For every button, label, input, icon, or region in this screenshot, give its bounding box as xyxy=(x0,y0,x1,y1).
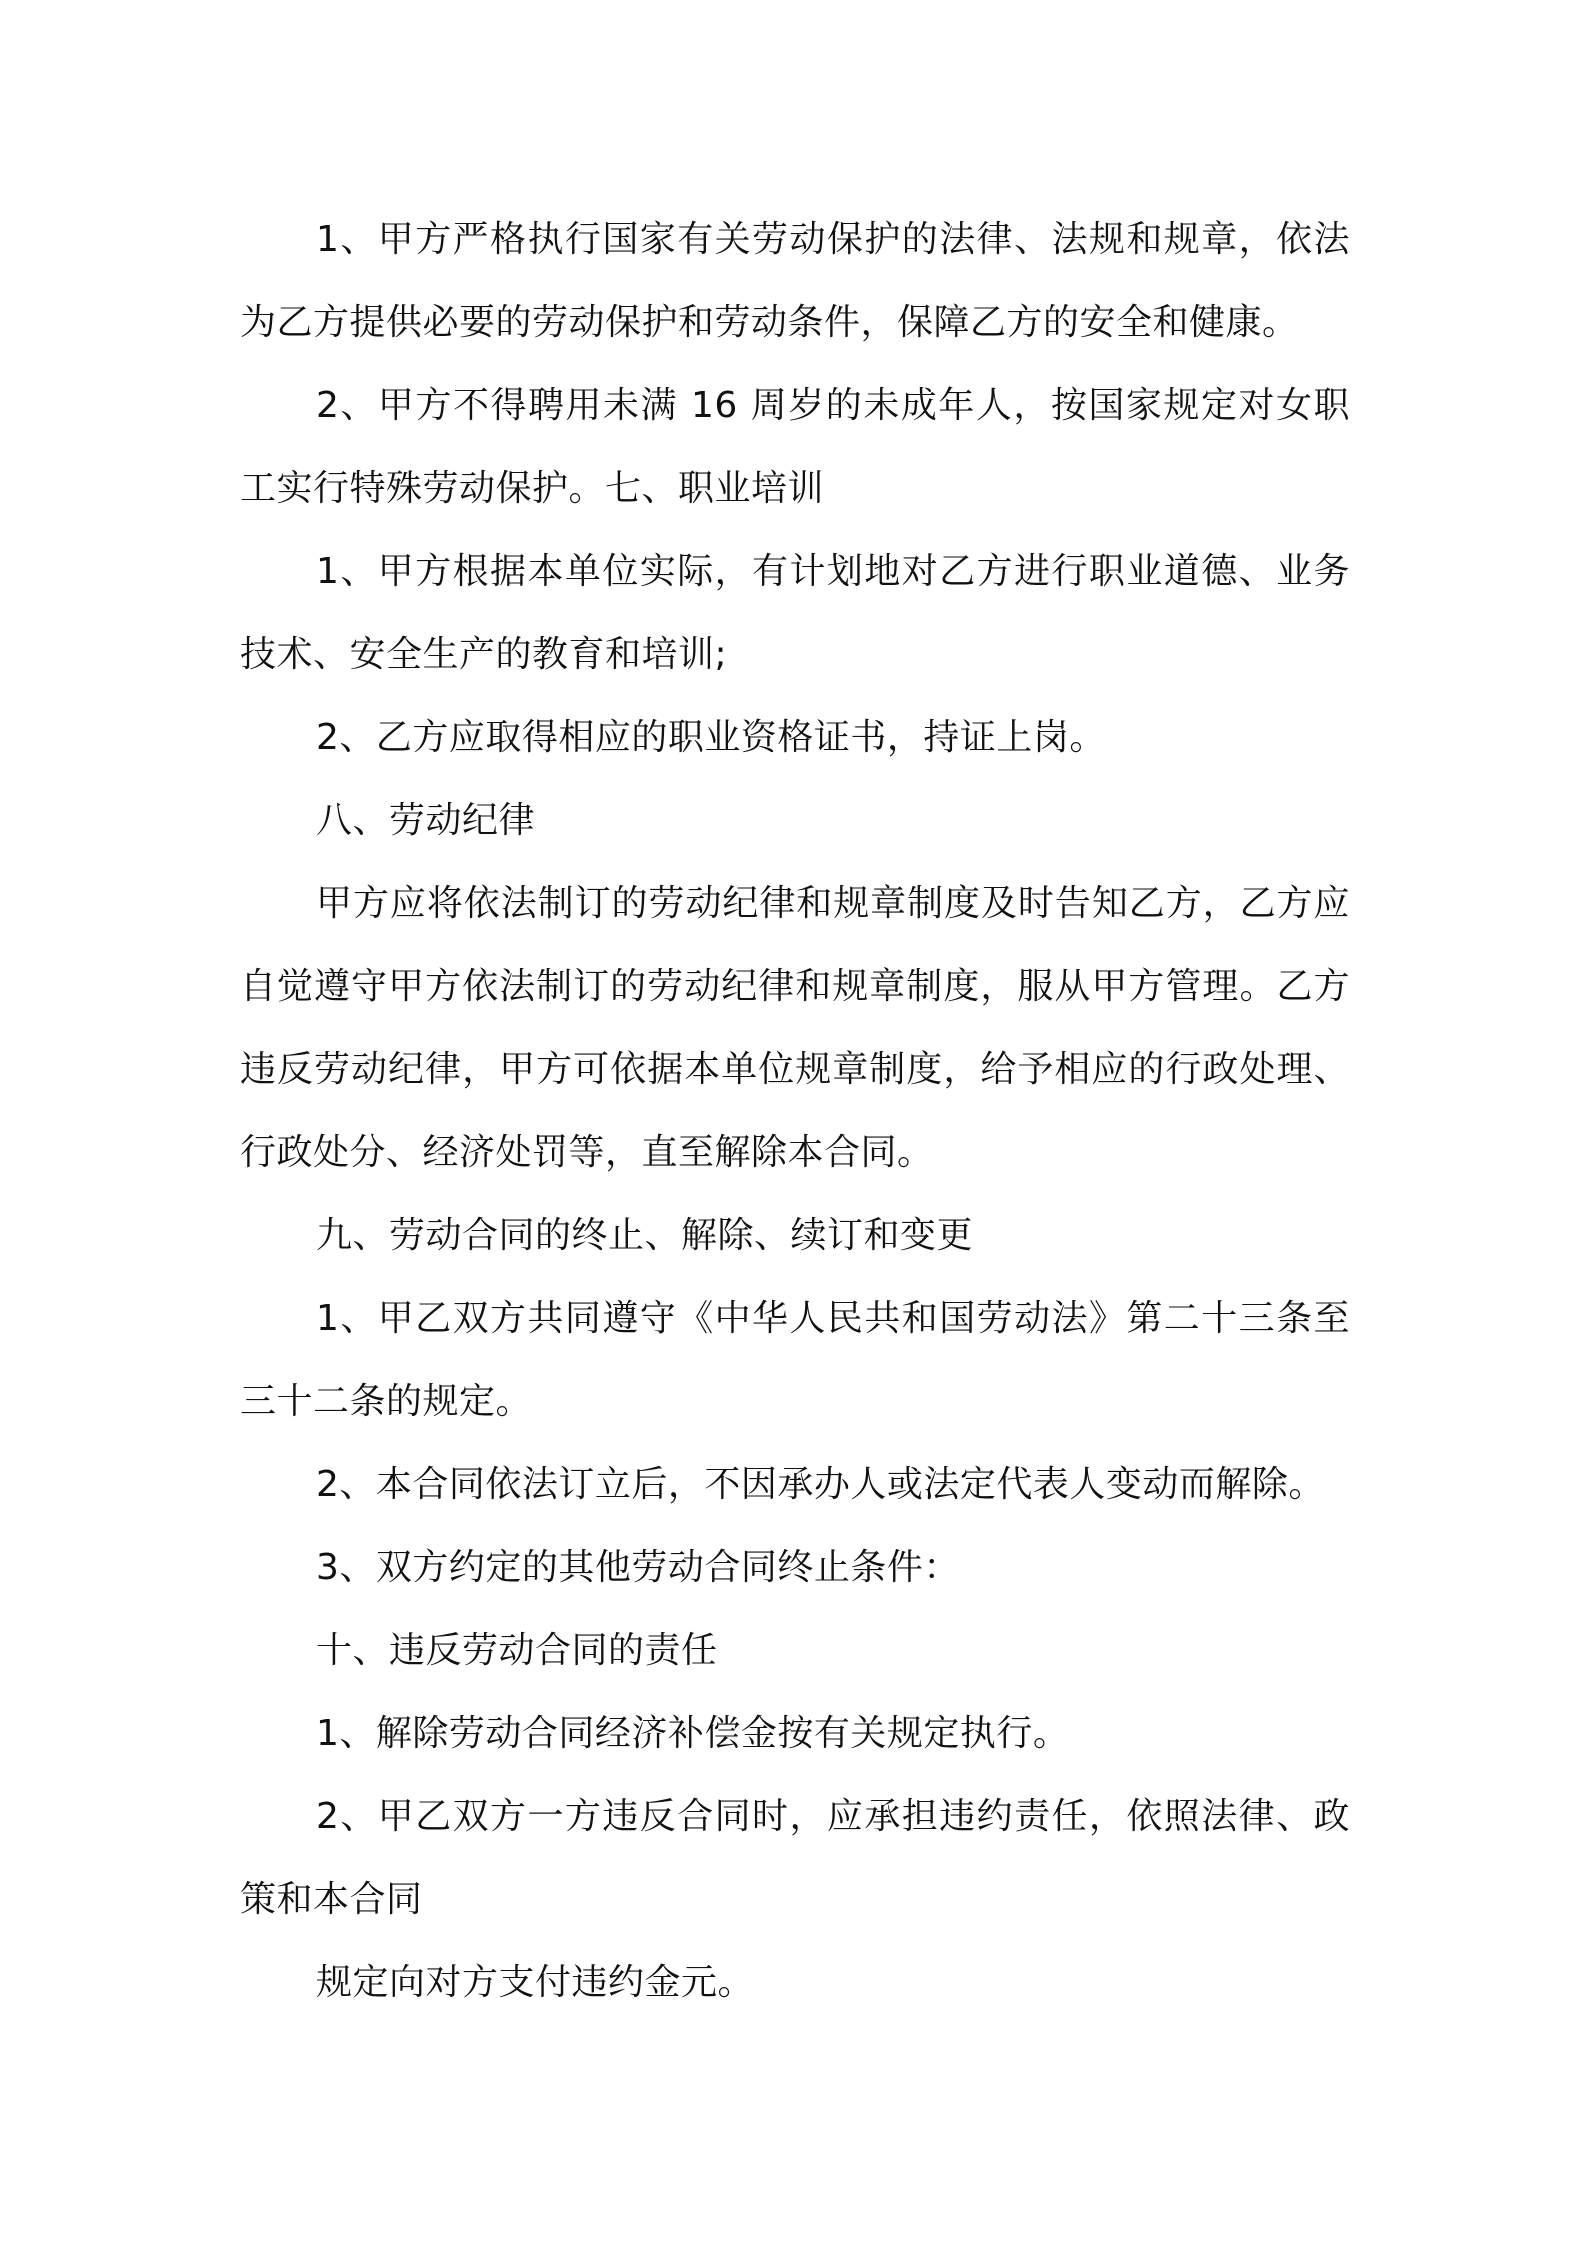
paragraph-training-1: 1、甲方根据本单位实际，有计划地对乙方进行职业道德、业务技术、安全生产的教育和培训; xyxy=(240,551,1350,675)
section-heading-liability: 十、违反劳动合同的责任 xyxy=(316,1630,718,1671)
paragraph-termination-3: 3、双方约定的其他劳动合同终止条件： xyxy=(316,1547,960,1588)
paragraph-liability-3: 规定向对方支付违约金元。 xyxy=(316,1962,755,2003)
paragraph-termination-2: 2、本合同依法订立后，不因承办人或法定代表人变动而解除。 xyxy=(316,1464,1325,1505)
section-heading-discipline: 八、劳动纪律 xyxy=(316,800,536,841)
paragraph-liability-1: 1、解除劳动合同经济补偿金按有关规定执行。 xyxy=(316,1713,1070,1754)
paragraph-liability-2: 2、甲乙双方一方违反合同时，应承担违约责任，依照法律、政策和本合同 xyxy=(240,1796,1350,1920)
paragraph-labor-protection-1: 1、甲方严格执行国家有关劳动保护的法律、法规和规章，依法为乙方提供必要的劳动保护和劳动条件，保障乙方的安全和健康。 xyxy=(240,219,1350,343)
document-body xyxy=(240,198,1350,2024)
section-heading-termination: 九、劳动合同的终止、解除、续订和变更 xyxy=(316,1215,974,1256)
paragraph-labor-protection-2: 2、甲方不得聘用未满 16 周岁的未成年人，按国家规定对女职工实行特殊劳动保护。七、职业培训 xyxy=(240,385,1350,509)
paragraph-discipline: 甲方应将依法制订的劳动纪律和规章制度及时告知乙方，乙方应自觉遵守甲方依法制订的劳动纪律和规章制度，服从甲方管理。乙方违反劳动纪律，甲方可依据本单位规章制度，给予相应的行政处理、行政处分、经济处罚等，直至解除本合同。 xyxy=(240,883,1350,1173)
paragraph-termination-1: 1、甲乙双方共同遵守《中华人民共和国劳动法》第二十三条至三十二条的规定。 xyxy=(240,1298,1350,1422)
paragraph-training-2: 2、乙方应取得相应的职业资格证书，持证上岗。 xyxy=(316,717,1106,758)
